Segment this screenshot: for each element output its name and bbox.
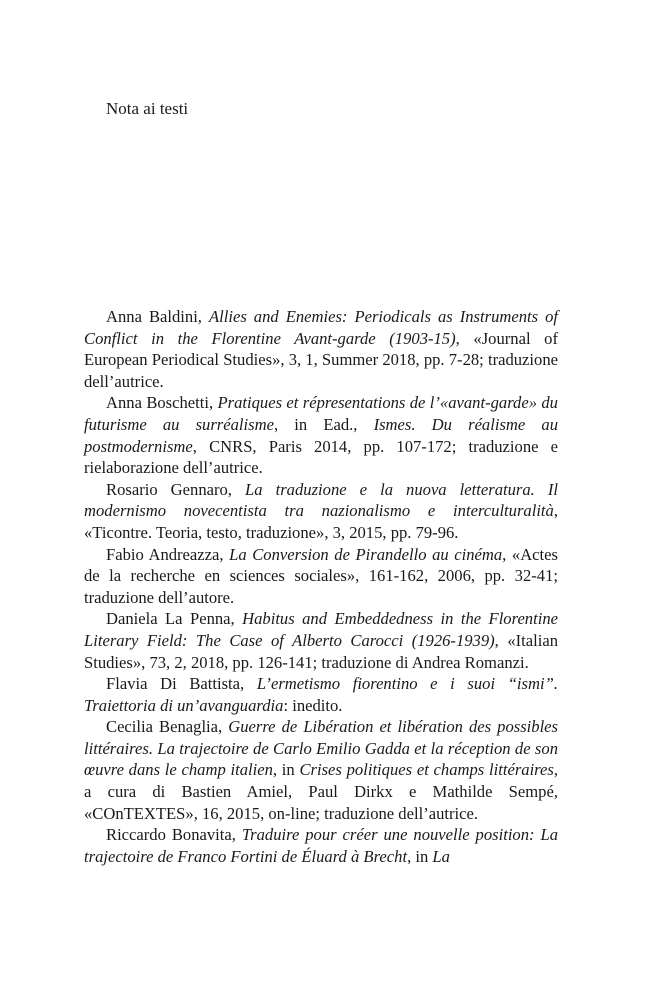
- note-entry: [84, 392, 558, 478]
- entry-title: Habitus and Embeddedness in the Florentine Literary Field: The Case of Alberto Carocci (1926-1939): [84, 609, 558, 650]
- source-notes: [84, 306, 558, 867]
- entry-author: Daniela La Penna,: [106, 609, 243, 629]
- entry-title: Pratiques et répresentations de l’«avant-garde» du futurisme au surréalisme: [84, 393, 558, 434]
- entry-title: Traduire pour créer une nouvelle position: La trajectoire de Franco Fortini de Éluard à Brecht: [84, 825, 559, 866]
- entry-author: Fabio Andreazza,: [106, 544, 230, 564]
- entry-details: : inedito.: [283, 695, 343, 715]
- note-entry: [84, 824, 558, 867]
- entry-details: , «Actes de la recherche en sciences sociales», 161-162, 2006, pp. 32-41; traduzione dell’autore.: [84, 544, 558, 607]
- entry-title: La traduzione e la nuova letteratura. Il modernismo novecentista tra nazionalismo e interculturalità: [84, 479, 558, 521]
- note-entry: [84, 716, 558, 824]
- entry-author: Anna Boschetti,: [106, 393, 218, 413]
- entry-title: La Conversion de Pirandello au cinéma: [229, 544, 503, 564]
- note-entry: [84, 479, 558, 544]
- entry-author: Anna Baldini,: [106, 307, 209, 326]
- note-entry: [84, 673, 558, 716]
- entry-author: Cecilia Benaglia,: [106, 717, 229, 737]
- entry-author: Rosario Gennaro,: [106, 479, 246, 499]
- entry-title: Allies and Enemies: Periodicals as Instruments of Conflict in the Florentine Avant-garde (1903-15): [84, 307, 558, 348]
- entry-volume-title: Crises politiques et champs littéraires: [299, 760, 554, 780]
- entry-author: Riccardo Bonavita,: [106, 825, 242, 845]
- entry-title: L’ermetismo fiorentino e i suoi “ismi”. Traiettoria di un’avanguardia: [84, 674, 558, 715]
- entry-details: , «Ticontre. Teoria, testo, traduzione», 3, 2015, pp. 79-96.: [84, 501, 558, 542]
- note-entry: [84, 608, 558, 673]
- entry-title: Guerre de Libération et libération des possibles littéraires. La trajectoire de Carlo Emilio Gadda et la réception de son œuvre dans le champ italien: [84, 717, 558, 780]
- entry-details: , «Journal of European Periodical Studies», 3, 1, Summer 2018, pp. 7-28; traduzione dell’autrice.: [84, 328, 558, 391]
- entry-connector: , in Ead.,: [273, 414, 374, 434]
- entry-author: Flavia Di Battista,: [106, 674, 257, 694]
- entry-details: , a cura di Bastien Amiel, Paul Dirkx e Mathilde Sempé, «COnTEXTES», 16, 2015, on-line; traduzione dell’autrice.: [84, 760, 558, 823]
- entry-volume-title: Ismes. Du réalisme au postmodernisme: [84, 414, 558, 456]
- entry-details: , CNRS, Paris 2014, pp. 107-172; traduzione e rielaborazione dell’autrice.: [84, 436, 558, 478]
- page-heading: Nota ai testi: [106, 99, 189, 118]
- entry-connector: , in: [407, 846, 433, 866]
- entry-volume-title: La: [432, 846, 450, 866]
- entry-details: , «Italian Studies», 73, 2, 2018, pp. 126-141; traduzione di Andrea Romanzi.: [84, 630, 558, 672]
- note-entry: [84, 544, 558, 609]
- note-entry: [84, 306, 558, 392]
- entry-connector: , in: [272, 760, 300, 780]
